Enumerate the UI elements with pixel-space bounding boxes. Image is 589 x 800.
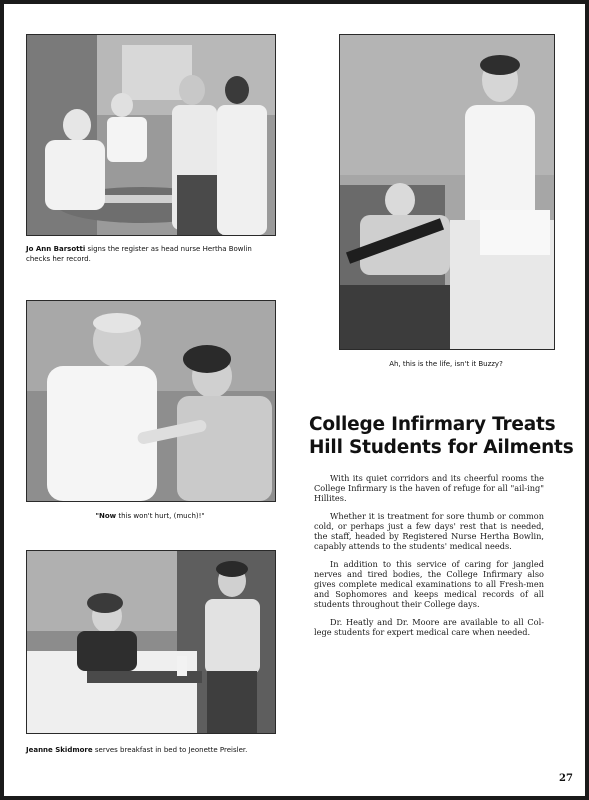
photo-breakfast bbox=[26, 550, 276, 734]
caption-breakfast bbox=[26, 745, 286, 755]
body-paragraph: In addition to this service of caring for jangled nerves and tired bodies, the College Infirmary also gives complete medical examinations to all Fresh-men and Sophomores and keeps medical records of all students throughout their College days. bbox=[314, 559, 544, 609]
caption-shot bbox=[26, 511, 274, 521]
photo-buzzy-image bbox=[340, 35, 554, 349]
caption-breakfast-text: serves breakfast in bed to Jeonette Preisler. bbox=[94, 746, 248, 754]
caption-shot-name: "Now bbox=[95, 512, 117, 520]
headline-line-1: College Infirmary Treats bbox=[309, 414, 556, 435]
body-paragraph: Whether it is treatment for sore thumb or common cold, or perhaps just a few days' rest that is needed, the staff, headed by Registered Nurse Hertha Bowlin, capably attends to the students' medical needs. bbox=[314, 511, 544, 551]
caption-register-text: signs the register as head nurse Hertha Bowlin checks her record. bbox=[26, 245, 252, 263]
body-paragraph: Dr. Heatly and Dr. Moore are available to all Col-lege students for expert medical care when needed. bbox=[314, 617, 544, 637]
caption-register-name: Jo Ann Barsotti bbox=[26, 245, 86, 253]
photo-register bbox=[26, 34, 276, 236]
page-number: 27 bbox=[559, 773, 573, 784]
headline-line-2: Hill Students for Ailments bbox=[309, 437, 574, 458]
article-headline bbox=[309, 413, 579, 459]
caption-buzzy-text: Ah, this is the life, isn't it Buzzy? bbox=[389, 360, 503, 368]
photo-shot bbox=[26, 300, 276, 502]
photo-breakfast-image bbox=[27, 551, 275, 733]
caption-shot-text: this won't hurt, (much)!" bbox=[118, 512, 205, 520]
caption-breakfast-name: Jeanne Skidmore bbox=[26, 746, 93, 754]
photo-buzzy bbox=[339, 34, 555, 350]
photo-register-image bbox=[27, 35, 275, 235]
photo-shot-image bbox=[27, 301, 275, 501]
body-paragraph: With its quiet corridors and its cheerful rooms the College Infirmary is the haven of refuge for all "ail-ing" Hillites. bbox=[314, 473, 544, 503]
caption-buzzy bbox=[339, 359, 553, 369]
caption-register bbox=[26, 244, 274, 264]
article-body bbox=[314, 473, 544, 645]
